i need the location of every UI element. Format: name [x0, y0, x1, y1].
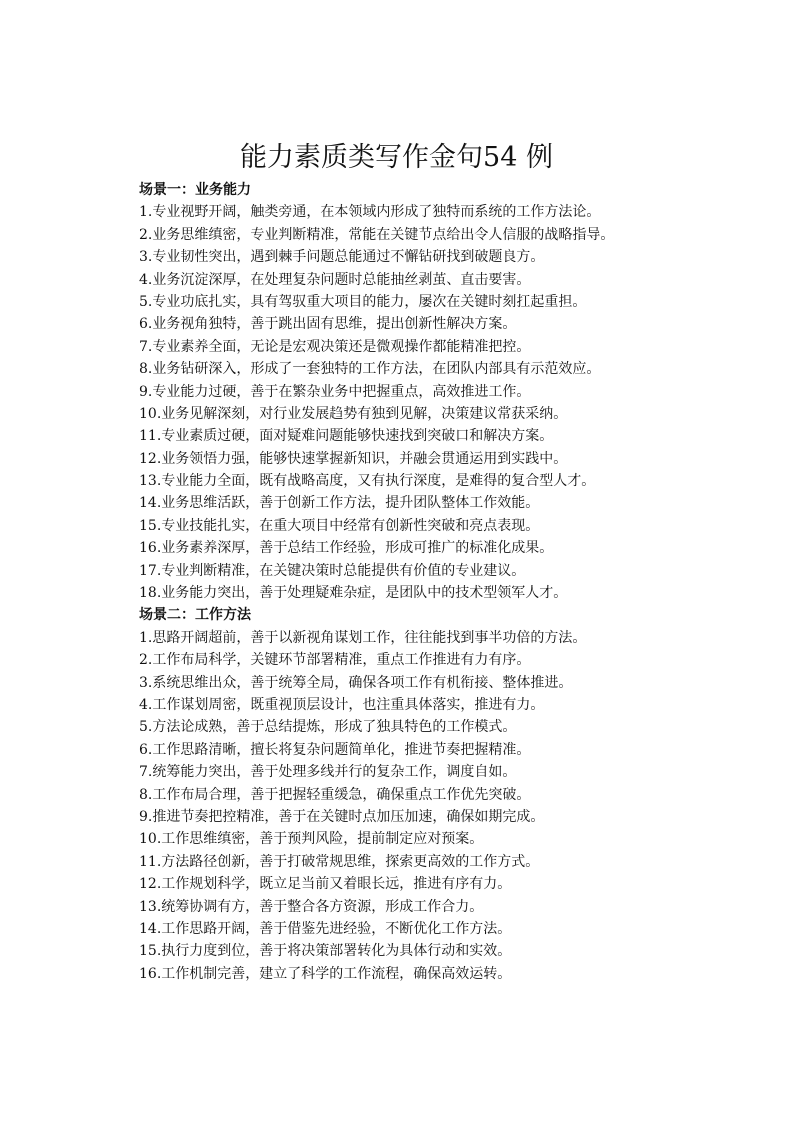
- list-item: 11.专业素质过硬，面对疑难问题能够快速找到突破口和解决方案。: [139, 428, 554, 445]
- list-item: 2.工作布局科学，关键环节部署精准，重点工作推进有力有序。: [139, 652, 531, 669]
- list-item: 10.工作思维缜密，善于预判风险，提前制定应对预案。: [139, 831, 484, 848]
- list-item: 7.统筹能力突出，善于处理多线并行的复杂工作，调度自如。: [139, 764, 517, 781]
- list-item: 14.工作思路开阔，善于借鉴先进经验，不断优化工作方法。: [139, 920, 512, 937]
- list-item: 6.业务视角独特，善于跳出固有思维，提出创新性解决方案。: [139, 316, 517, 333]
- list-item: 16.工作机制完善，建立了科学的工作流程，确保高效运转。: [139, 965, 512, 982]
- list-item: 18.业务能力突出，善于处理疑难杂症，是团队中的技术型领军人才。: [139, 585, 568, 602]
- list-item: 4.业务沉淀深厚，在处理复杂问题时总能抽丝剥茧、直击要害。: [139, 271, 531, 288]
- list-item: 14.业务思维活跃，善于创新工作方法，提升团队整体工作效能。: [139, 495, 540, 512]
- list-item: 2.业务思维缜密，专业判断精准，常能在关键节点给出令人信服的战略指导。: [139, 226, 615, 243]
- list-item: 15.执行力度到位，善于将决策部署转化为具体行动和实效。: [139, 943, 512, 960]
- list-item: 6.工作思路清晰，擅长将复杂问题简单化，推进节奏把握精准。: [139, 741, 531, 758]
- list-item: 10.业务见解深刻，对行业发展趋势有独到见解，决策建议常获采纳。: [139, 405, 568, 422]
- document-body: [139, 179, 759, 985]
- list-item: 8.工作布局合理，善于把握轻重缓急，确保重点工作优先突破。: [139, 786, 531, 803]
- section-heading: 场景二：工作方法: [139, 607, 251, 624]
- list-item: 3.专业韧性突出，遇到棘手问题总能通过不懈钻研找到破题良方。: [139, 249, 545, 266]
- list-item: 1.专业视野开阔，触类旁通，在本领域内形成了独特而系统的工作方法论。: [139, 204, 601, 221]
- list-item: 9.推进节奏把控精准，善于在关键时点加压加速，确保如期完成。: [139, 808, 545, 825]
- section-heading: 场景一：业务能力: [139, 182, 251, 198]
- list-item: 3.系统思维出众，善于统筹全局，确保各项工作有机衔接、整体推进。: [139, 674, 573, 691]
- list-item: 9.专业能力过硬，善于在繁杂业务中把握重点，高效推进工作。: [139, 383, 531, 400]
- list-item: 13.统筹协调有方，善于整合各方资源，形成工作合力。: [139, 898, 484, 915]
- list-item: 4.工作谋划周密，既重视顶层设计，也注重具体落实，推进有力。: [139, 696, 545, 713]
- list-item: 11.方法路径创新，善于打破常规思维，探索更高效的工作方式。: [139, 853, 540, 870]
- list-item: 8.业务钻研深入，形成了一套独特的工作方法，在团队内部具有示范效应。: [139, 361, 601, 378]
- document-title: 能力素质类写作金句54 例: [240, 142, 553, 173]
- list-item: 15.专业技能扎实，在重大项目中经常有创新性突破和亮点表现。: [139, 517, 540, 534]
- list-item: 5.专业功底扎实，具有驾驭重大项目的能力，屡次在关键时刻扛起重担。: [139, 293, 587, 310]
- list-item: 13.专业能力全面，既有战略高度，又有执行深度，是难得的复合型人才。: [139, 473, 596, 490]
- list-item: 5.方法论成熟，善于总结提炼，形成了独具特色的工作模式。: [139, 719, 517, 736]
- list-item: 12.工作规划科学，既立足当前又着眼长远，推进有序有力。: [139, 876, 512, 893]
- list-item: 12.业务领悟力强，能够快速掌握新知识，并融会贯通运用到实践中。: [139, 450, 568, 467]
- list-item: 7.专业素养全面，无论是宏观决策还是微观操作都能精准把控。: [139, 338, 531, 355]
- list-item: 16.业务素养深厚，善于总结工作经验，形成可推广的标准化成果。: [139, 540, 554, 557]
- list-item: 1.思路开阔超前，善于以新视角谋划工作，往往能找到事半功倍的方法。: [139, 629, 587, 646]
- list-item: 17.专业判断精准，在关键决策时总能提供有价值的专业建议。: [139, 562, 526, 579]
